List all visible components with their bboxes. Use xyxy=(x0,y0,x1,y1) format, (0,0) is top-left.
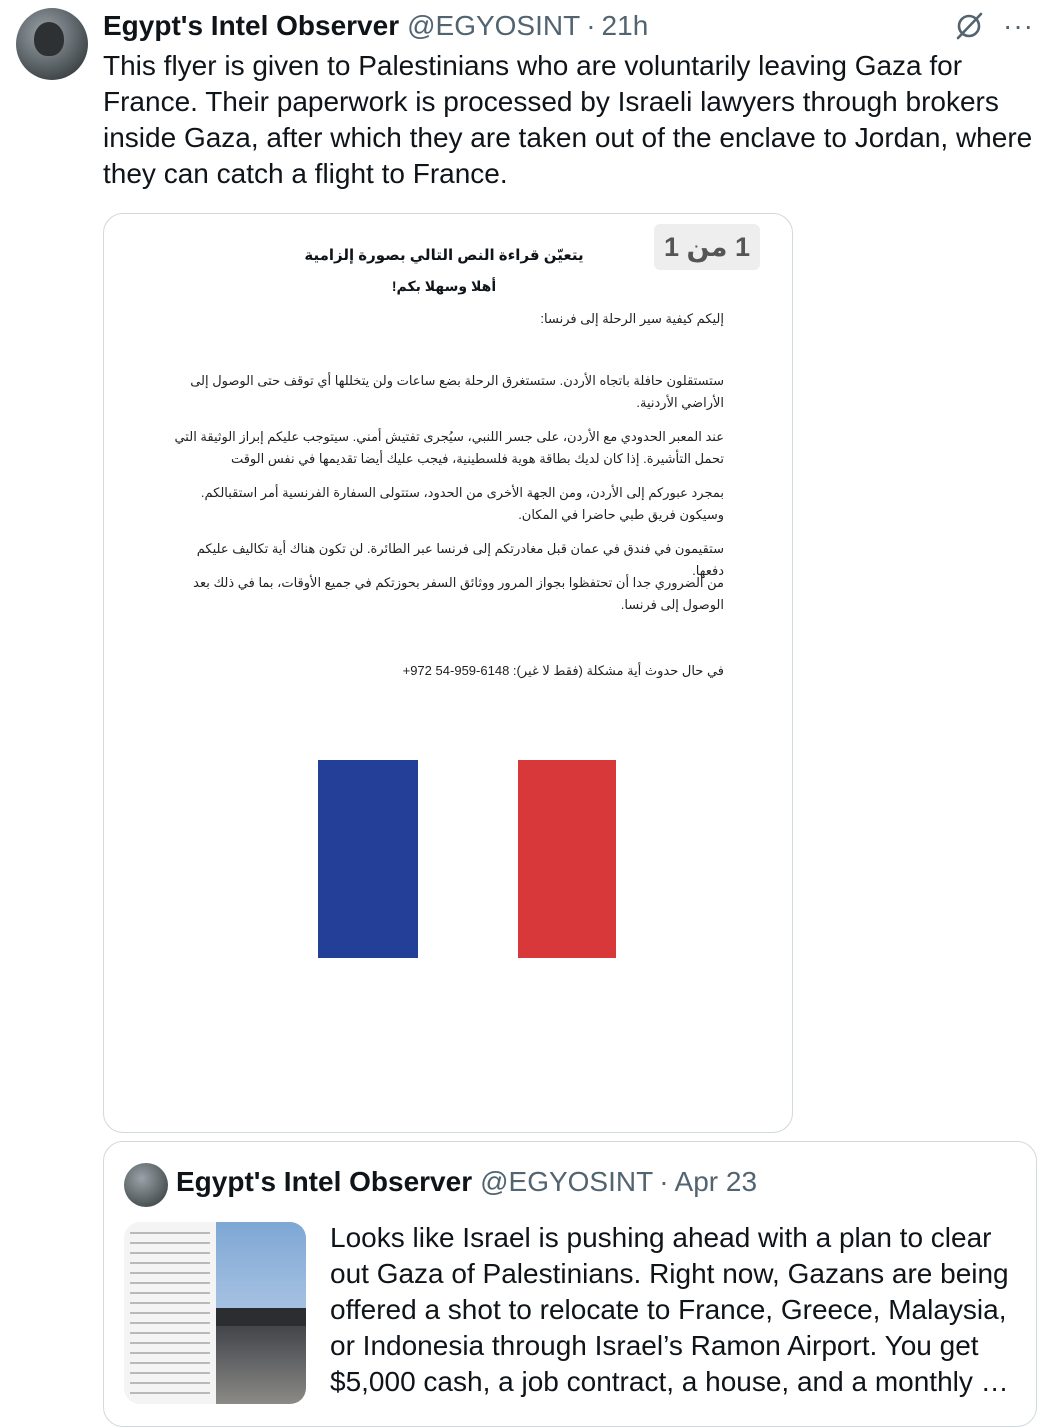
quoted-separator-dot: · xyxy=(659,1166,669,1197)
quoted-avatar[interactable] xyxy=(124,1163,168,1207)
quoted-thumbnail[interactable] xyxy=(124,1222,306,1404)
thumbnail-document xyxy=(124,1222,216,1404)
flyer-title: يتعيّن قراءة النص التالي بصورة إلزامية xyxy=(304,247,584,264)
quoted-text: Looks like Israel is pushing ahead with a plan to clear out Gaza of Palestinians. Right now, Gazans are being offered a shot to relocate to France, Greece, Malaysia, or Indonesia through Israel’s Ramon Airport. You get $5,000 cash, a job contract, a house, and a monthly … xyxy=(330,1222,1009,1397)
flyer-paragraph: بمجرد عبوركم إلى الأردن، ومن الجهة الأخرى من الحدود، ستتولى السفارة الفرنسية أمر استقبالكم. وسيكون فريق طبي حاضرا في المكان. xyxy=(200,485,724,522)
flyer-image[interactable] xyxy=(103,213,793,1133)
flyer-contact: في حال حدوث أية مشكلة (فقط لا غير): 6148-959-54 972+ xyxy=(402,663,724,678)
author-handle[interactable]: @EGYOSINT xyxy=(407,10,581,41)
tweet-text: This flyer is given to Palestinians who are voluntarily leaving Gaza for France. Their paperwork is processed by Israeli lawyers through brokers inside Gaza, after which they are taken out of the enclave to Jordan, where they can catch a flight to France. xyxy=(103,50,1033,189)
flyer-paragraph: ستقيمون في فندق في عمان قبل مغادرتكم إلى فرنسا عبر الطائرة. لن تكون هناك أية تكاليف عليكم دفعها. xyxy=(196,541,724,578)
flyer-paragraph: إليكم كيفية سير الرحلة إلى فرنسا: xyxy=(540,311,724,326)
quoted-header xyxy=(176,1166,757,1198)
tweet-header xyxy=(103,8,648,44)
flag-blue-stripe xyxy=(318,760,418,958)
avatar[interactable] xyxy=(16,8,88,80)
quoted-date[interactable]: Apr 23 xyxy=(674,1166,758,1197)
quoted-author-name[interactable]: Egypt's Intel Observer xyxy=(176,1166,473,1197)
flyer-paragraph: ستستقلون حافلة باتجاه الأردن. ستستغرق الرحلة بضع ساعات ولن يتخللها أي توقف حتى الوصول إلى الأراضي الأردنية. xyxy=(190,373,724,410)
quoted-tweet[interactable] xyxy=(103,1141,1037,1427)
quoted-author-handle[interactable]: @EGYOSINT xyxy=(480,1166,654,1197)
header-actions xyxy=(953,10,1034,42)
grok-icon[interactable] xyxy=(953,10,985,42)
more-icon[interactable]: ··· xyxy=(1003,10,1034,41)
flyer-paragraph: عند المعبر الحدودي مع الأردن، على جسر اللنبي، سيُجرى تفتيش أمني. سيتوجب عليكم إبراز الوثيقة التي تحمل التأشيرة. إذا كان لديك بطاقة هوية فلسطينية، فيجب عليك أيضا تقديمها في نفس الوقت xyxy=(174,429,724,466)
author-name[interactable]: Egypt's Intel Observer xyxy=(103,10,400,41)
timestamp[interactable]: 21h xyxy=(601,10,649,41)
thumbnail-airport-photo xyxy=(216,1222,306,1404)
flyer-paragraph: من الضروري جدا أن تحتفظوا بجواز المرور ووثائق السفر بحوزتكم في جميع الأوقات، بما في ذلك بعد الوصول إلى فرنسا. xyxy=(193,575,724,612)
page-badge: 1 من 1 xyxy=(654,224,760,270)
flyer-welcome: أهلا وسهلا بكم! xyxy=(391,278,497,294)
flag-red-stripe xyxy=(518,760,616,958)
separator-dot: · xyxy=(586,10,596,41)
